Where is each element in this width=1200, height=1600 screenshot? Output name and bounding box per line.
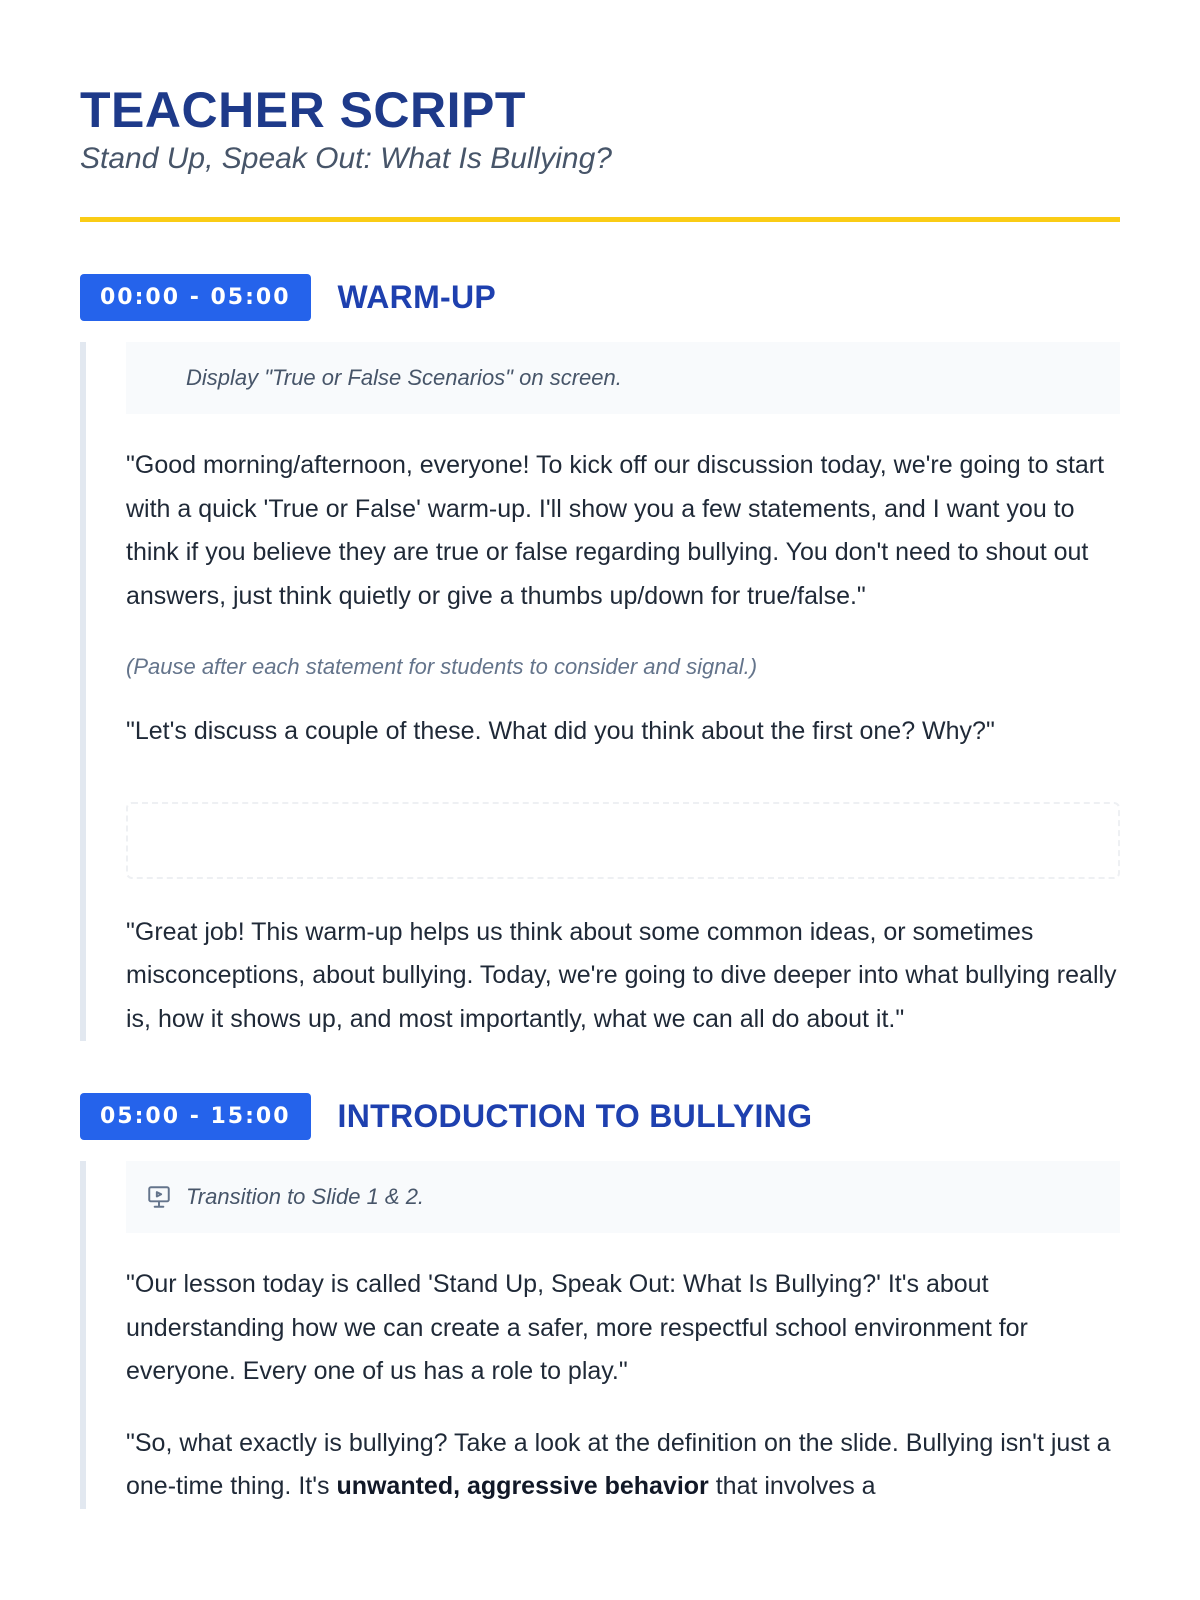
section-warm-up (80, 274, 1120, 1041)
teacher-note (126, 1161, 1120, 1233)
section-title: WARM-UP (337, 279, 497, 315)
teacher-note (126, 342, 1120, 414)
script-paragraph: "Let's discuss a couple of these. What did you think about the first one? Why?" (126, 717, 995, 745)
document-title: TEACHER SCRIPT (80, 82, 526, 138)
section-body (80, 342, 1120, 1041)
student-response-area[interactable] (126, 802, 1120, 879)
time-badge: 00:00 - 05:00 (80, 274, 311, 321)
script-paragraph: "Good morning/afternoon, everyone! To kick off our discussion today, we're going to start with a quick 'True or False' warm-up. I'll show you a few statements, and I want you to think if you believe they are true or false regarding bullying. You don't need to shout out answers, just think quietly or give a thumbs up/down for true/false." (126, 451, 1105, 610)
script-paragraph: "Our lesson today is called 'Stand Up, Speak Out: What Is Bullying?' It's about understanding how we can create a safer, more respectful school environment for everyone. Every one of us has a role to play." (126, 1270, 1028, 1385)
section-heading (80, 274, 1120, 321)
section-heading (80, 1093, 1120, 1140)
script-text-run: that involves a (708, 1472, 876, 1500)
document-subtitle: Stand Up, Speak Out: What Is Bullying? (80, 142, 612, 175)
script-paragraph (126, 1422, 1120, 1509)
teacher-note-text: Transition to Slide 1 & 2. (186, 1184, 425, 1209)
key-term: unwanted, aggressive behavior (336, 1472, 709, 1500)
script-text-run: "So, what exactly is bullying? Take a look at the definition on the slide. Bullying isn't just a one-time thing. It's (126, 1428, 1111, 1500)
teacher-note-text: Display "True or False Scenarios" on screen. (186, 365, 622, 390)
stage-direction: (Pause after each statement for students to consider and signal.) (126, 654, 758, 679)
section-introduction-to-bullying (80, 1093, 1120, 1509)
note-icon-placeholder (146, 365, 172, 391)
script-paragraph: "Great job! This warm-up helps us think about some common ideas, or sometimes misconceptions, about bullying. Today, we're going to dive deeper into what bullying really is, how it shows up, and most importantly, what we can all do about it." (126, 917, 1117, 1033)
presentation-screen-icon (146, 1184, 172, 1210)
document-header (80, 80, 1120, 222)
time-badge: 05:00 - 15:00 (80, 1093, 311, 1140)
section-body (80, 1161, 1120, 1509)
section-title: INTRODUCTION TO BULLYING (337, 1098, 813, 1134)
